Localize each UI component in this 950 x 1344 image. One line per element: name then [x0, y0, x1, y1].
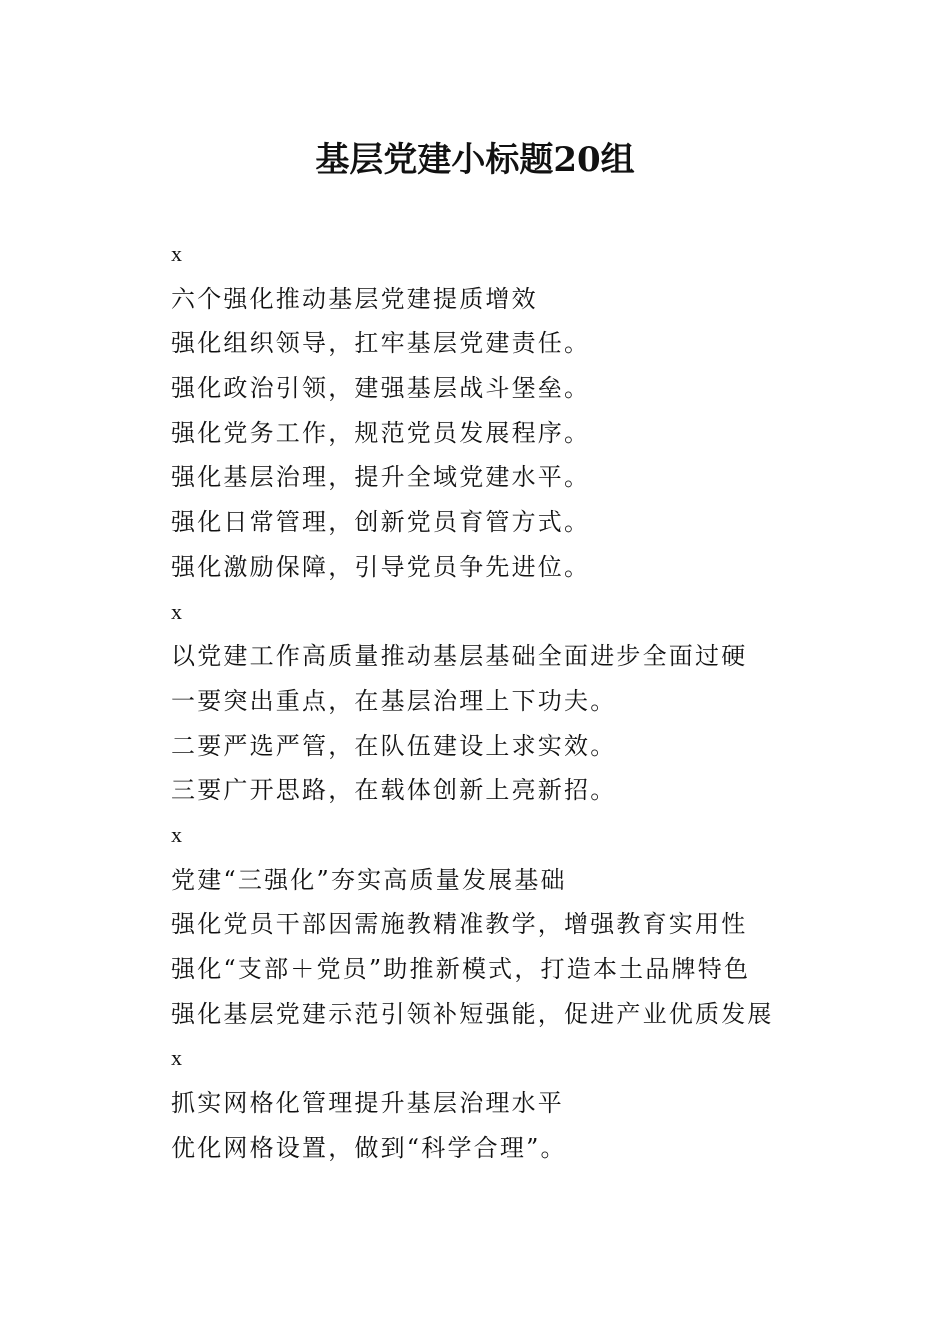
section-heading: 六个强化推动基层党建提质增效 — [171, 284, 538, 313]
section-item: 强化组织领导，扛牢基层党建责任。 — [171, 329, 591, 358]
section — [171, 1036, 871, 1170]
section-item: 强化“支部＋党员”助推新模式，打造本土品牌特色 — [171, 955, 751, 983]
section — [171, 590, 871, 813]
section-item: 强化基层治理，提升全域党建水平。 — [171, 463, 591, 492]
section-marker: x — [171, 598, 182, 624]
section-marker: x — [171, 821, 182, 847]
section-heading: 以党建工作高质量推动基层基础全面进步全面过硬 — [171, 642, 748, 671]
section — [171, 232, 871, 590]
section-heading: 党建“三强化”夯实高质量发展基础 — [171, 865, 567, 894]
section-heading: 抓实网格化管理提升基层治理水平 — [171, 1089, 564, 1118]
section — [171, 813, 871, 1036]
section-item: 强化激励保障，引导党员争先进位。 — [171, 552, 591, 581]
section-item: 强化政治引领，建强基层战斗堡垒。 — [171, 374, 591, 403]
section-item: 三要广开思路，在载体创新上亮新招。 — [171, 776, 617, 805]
section-marker: x — [171, 241, 182, 266]
section-item: 二要严选严管，在队伍建设上求实效。 — [171, 731, 617, 760]
document-body — [171, 232, 871, 1170]
section-marker: x — [171, 1045, 182, 1071]
section-item: 强化日常管理，创新党员育管方式。 — [171, 508, 591, 537]
section-item: 强化基层党建示范引领补短强能，促进产业优质发展 — [171, 999, 774, 1028]
section-item: 优化网格设置，做到“科学合理”。 — [171, 1133, 567, 1162]
document-title: 基层党建小标题20组 — [315, 140, 635, 180]
section-item: 强化党务工作，规范党员发展程序。 — [171, 418, 591, 447]
section-item: 一要突出重点，在基层治理上下功夫。 — [171, 686, 617, 715]
section-item: 强化党员干部因需施教精准教学，增强教育实用性 — [171, 910, 748, 939]
